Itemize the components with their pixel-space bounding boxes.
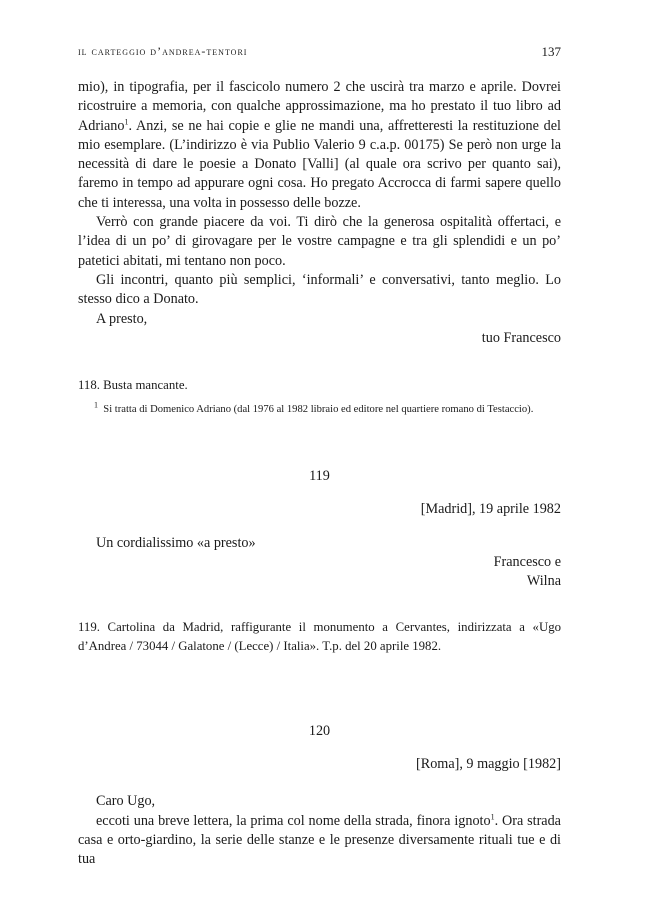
letter-118-signature: tuo Francesco <box>481 329 561 346</box>
footnote-ref: 1 <box>490 811 495 821</box>
letter-119-dateline: [Madrid], 19 aprile 1982 <box>420 501 561 518</box>
letter-118-footnote: $^1$ Si tratta di Domenico Adriano (dal 1976 al 1982 libraio ed editore nel quartiere romano di Testaccio). <box>94 400 534 416</box>
letter-119-signature-line-1: Francesco e <box>493 554 561 571</box>
letter-120-paragraph-1: eccoti una breve lettera, la prima col nome della strada, finora ignoto$^1$. Ora strada casa e orto-giardino, la serie delle stanze e le presenze diversamente rituali tue e di tua <box>78 811 561 868</box>
page-body <box>78 78 561 869</box>
letter-118-paragraph-2: Verrò con grande piacere da voi. Ti dirò che la generosa ospitalità offertaci, e l’idea di un po’ di girovagare per le vostre campagne e tra gli splendidi e un po’ patetici abitati, mi tentano non poco. <box>78 214 561 269</box>
letter-120-number: 120 <box>308 722 331 739</box>
letter-120-dateline: [Roma], 9 maggio [1982] <box>416 755 561 772</box>
letter-118-paragraph-1: mio), in tipografia, per il fascicolo numero 2 che uscirà tra marzo e aprile. Dovrei ricostruire a memoria, con qualche approssimazione, ma ho prestato il tuo libro ad Adriano$^1$. Anzi, se ne hai copie e glie ne mandi una, affretteresti la restituzione del mio esemplare. (L’indirizzo è via Publio Valerio 9 c.a.p. 00175) Se però non urge la necessità di dare le poesie a Donato [Valli] (al quale ora scrivo per quanto sai), faremo in tempo ad appurare ogni cosa. Ho pregato Accrocca di farmi sapere quello che ti interessa, una volta in possesso delle bozze. <box>78 79 561 211</box>
footnote-ref: 1 <box>124 116 129 126</box>
letter-119-note: 119. Cartolina da Madrid, raffigurante il monumento a Cervantes, indirizzata a «Ugo d’Andrea / 73044 / Galatone / (Lecce) / Italia». T.p. del 20 aprile 1982. <box>78 619 561 653</box>
letter-118-paragraph-3: Gli incontri, quanto più semplici, ‘informali’ e conversativi, tanto meglio. Lo stesso dico a Donato. <box>78 271 561 308</box>
running-title: il carteggio d’andrea-tentori <box>78 44 248 58</box>
letter-119-signature-line-2: Wilna <box>526 573 561 590</box>
page-number: 137 <box>541 44 561 59</box>
letter-119-number: 119 <box>309 468 330 485</box>
letter-120-salutation: Caro Ugo, <box>96 793 156 810</box>
page <box>78 0 561 917</box>
letter-118-closing: A presto, <box>96 310 148 327</box>
letter-118-note: 118. Busta mancante. <box>78 378 188 393</box>
letter-119-text: Un cordialissimo «a presto» <box>96 534 256 551</box>
